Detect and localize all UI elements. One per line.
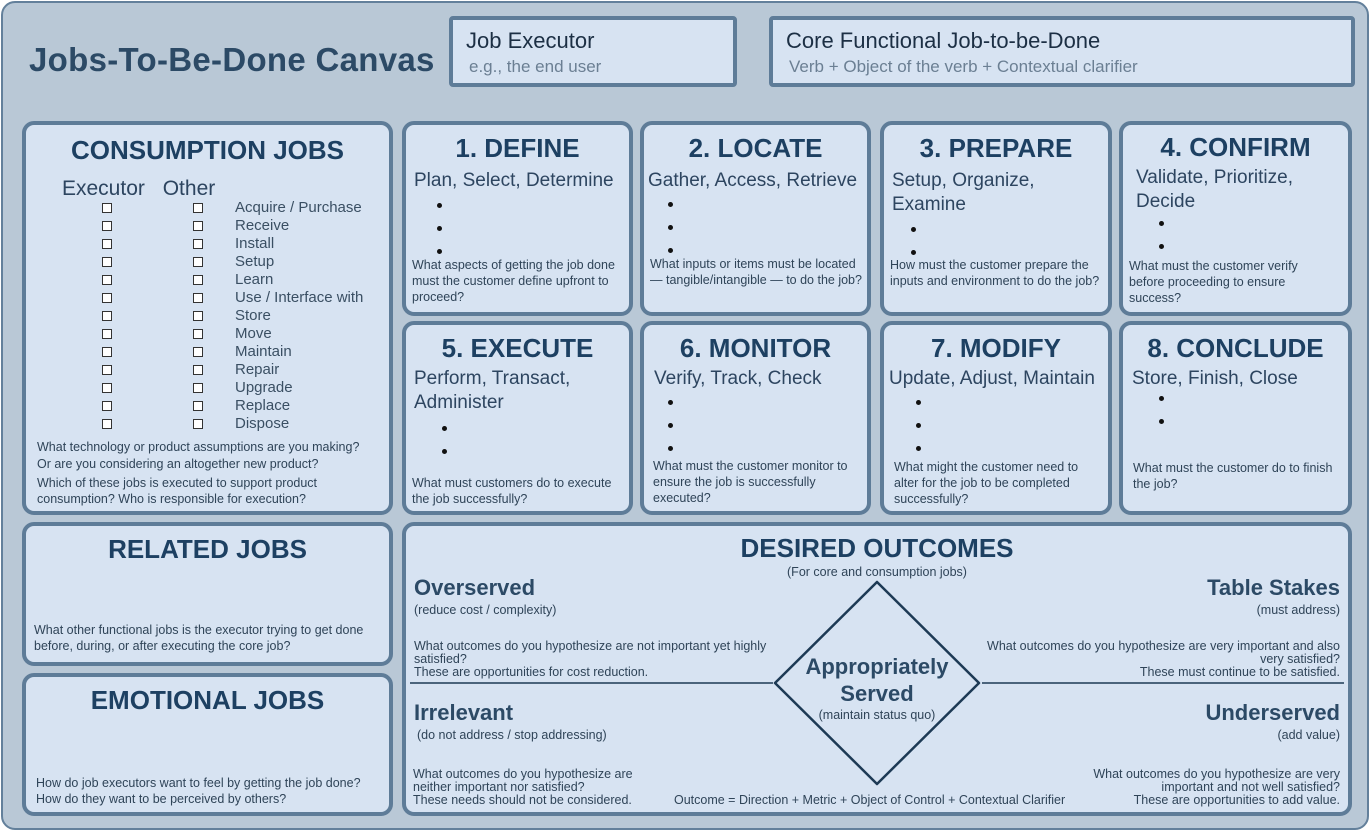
desired-outcomes-box <box>402 522 1352 816</box>
overserved-prompt-1: What outcomes do you hypothesize are not important yet highly <box>414 639 767 653</box>
bullet <box>916 416 1112 439</box>
executor-checkbox[interactable] <box>102 365 112 375</box>
emotional-jobs-prompt-1: How do job executors want to feel by getting the job done? <box>36 776 361 790</box>
phase-prompt: What aspects of getting the job done must the customer define upfront to proceed? <box>412 258 615 304</box>
phase-prompt: What must the customer do to finish the job? <box>1133 461 1333 491</box>
desired-outcomes-subheading: (For core and consumption jobs) <box>787 565 967 579</box>
consumption-job-label: Move <box>235 325 272 342</box>
phase-heading: 4. CONFIRM <box>1160 132 1311 162</box>
consumption-jobs-prompt-2: Or are you considering an altogether new product? <box>37 457 319 471</box>
underserved-prompt-3: These are opportunities to add value. <box>1133 793 1340 807</box>
table-stakes-sub: (must address) <box>1256 603 1340 617</box>
consumption-job-row <box>26 235 389 253</box>
page-title: Jobs-To-Be-Done Canvas <box>29 41 435 78</box>
phase-verbs: Validate, Prioritize, Decide <box>1136 167 1293 212</box>
center-line-2: Served <box>840 681 914 706</box>
other-checkbox[interactable] <box>193 383 203 393</box>
consumption-job-row <box>26 415 389 433</box>
table-stakes-title: Table Stakes <box>1207 575 1340 600</box>
related-jobs-prompt: What other functional jobs is the executor trying to get done before, during, or after executing the core job? <box>34 623 364 653</box>
related-jobs-heading: RELATED JOBS <box>108 534 307 564</box>
bullet <box>911 220 1112 243</box>
phase-execute[interactable] <box>402 321 633 515</box>
consumption-job-row <box>26 199 389 217</box>
center-sub: (maintain status quo) <box>818 708 936 722</box>
other-checkbox[interactable] <box>193 275 203 285</box>
executor-checkbox[interactable] <box>102 401 112 411</box>
executor-checkbox[interactable] <box>102 329 112 339</box>
phase-verbs: Verify, Track, Check <box>654 368 822 389</box>
bullet <box>437 196 633 219</box>
core-job-box[interactable] <box>769 16 1355 87</box>
consumption-job-label: Install <box>235 235 275 252</box>
phase-prompt: How must the customer prepare the inputs and environment to do the job? <box>890 258 1100 288</box>
overserved-prompt-2: satisfied? <box>414 652 467 666</box>
phase-heading: 2. LOCATE <box>688 133 823 163</box>
consumption-job-row <box>26 397 389 415</box>
phase-bullets <box>884 393 1108 462</box>
phase-bullets <box>1123 214 1348 260</box>
other-checkbox[interactable] <box>193 257 203 267</box>
consumption-job-label: Learn <box>235 271 274 288</box>
emotional-jobs-box[interactable] <box>22 673 393 816</box>
consumption-job-row <box>26 271 389 289</box>
executor-checkbox[interactable] <box>102 383 112 393</box>
executor-checkbox[interactable] <box>102 311 112 321</box>
executor-checkbox[interactable] <box>102 221 112 231</box>
bullet <box>916 393 1112 416</box>
consumption-job-row <box>26 379 389 397</box>
consumption-job-label: Maintain <box>235 343 292 360</box>
phase-bullets <box>644 393 867 462</box>
phase-prompt: What might the customer need to alter for the job to be completed successfully? <box>894 460 1079 506</box>
irrelevant-prompt-3: These needs should not be considered. <box>413 793 632 807</box>
underserved-prompt-2: important and not well satisfied? <box>1161 780 1340 794</box>
consumption-jobs-prompt-4: consumption? Who is responsible for execution? <box>37 492 306 506</box>
bullet <box>668 393 871 416</box>
consumption-job-row <box>26 253 389 271</box>
consumption-jobs-prompt-3: Which of these jobs is executed to support product <box>37 476 318 490</box>
phase-heading: 8. CONCLUDE <box>1147 333 1324 363</box>
phase-bullets <box>644 195 867 264</box>
other-checkbox[interactable] <box>193 365 203 375</box>
bullet <box>1159 214 1352 237</box>
irrelevant-prompt-2: neither important nor satisfied? <box>413 780 585 794</box>
phase-prompt: What must the customer monitor to ensure the job is successfully executed? <box>653 459 848 505</box>
desired-outcomes-heading: DESIRED OUTCOMES <box>740 533 1014 563</box>
irrelevant-title: Irrelevant <box>414 700 514 725</box>
appropriately-served-label <box>766 653 988 707</box>
bullet <box>437 219 633 242</box>
other-checkbox[interactable] <box>193 221 203 231</box>
phase-verbs: Store, Finish, Close <box>1132 368 1298 389</box>
phase-bullets <box>406 419 629 465</box>
consumption-job-row <box>26 217 389 235</box>
outcome-formula: Outcome = Direction + Metric + Object of Control + Contextual Clarifier <box>674 793 1066 807</box>
other-checkbox[interactable] <box>193 401 203 411</box>
consumption-job-label: Acquire / Purchase <box>235 199 362 216</box>
phase-verbs: Plan, Select, Determine <box>414 170 614 191</box>
bullet <box>668 218 871 241</box>
consumption-job-row <box>26 307 389 325</box>
bullet <box>668 416 871 439</box>
underserved-prompt-1: What outcomes do you hypothesize are very <box>1093 767 1340 781</box>
executor-checkbox[interactable] <box>102 239 112 249</box>
consumption-jobs-heading: CONSUMPTION JOBS <box>70 135 345 165</box>
core-job-title: Core Functional Job-to-be-Done <box>786 28 1101 53</box>
consumption-job-label: Receive <box>235 217 290 234</box>
phase-verbs: Gather, Access, Retrieve <box>648 170 858 191</box>
consumption-jobs-list <box>26 199 389 433</box>
bullet <box>1159 237 1352 260</box>
phase-prepare[interactable] <box>880 121 1112 316</box>
emotional-jobs-heading: EMOTIONAL JOBS <box>90 685 325 715</box>
irrelevant-sub: (do not address / stop addressing) <box>417 728 607 742</box>
bullet <box>1159 412 1352 435</box>
related-jobs-box[interactable] <box>22 522 393 666</box>
executor-checkbox[interactable] <box>102 419 112 429</box>
phase-locate[interactable] <box>640 121 871 316</box>
irrelevant-prompt-1: What outcomes do you hypothesize are <box>413 767 633 781</box>
phase-modify[interactable] <box>880 321 1112 515</box>
executor-checkbox[interactable] <box>102 293 112 303</box>
consumption-job-label: Store <box>235 307 271 324</box>
core-job-hint: Verb + Object of the verb + Contextual clarifier <box>789 57 1138 76</box>
table-stakes-prompt-3: These must continue to be satisfied. <box>1139 665 1340 679</box>
phase-heading: 6. MONITOR <box>679 333 832 363</box>
consumption-job-label: Dispose <box>235 415 290 432</box>
other-checkbox[interactable] <box>193 203 203 213</box>
consumption-job-row <box>26 361 389 379</box>
phase-prompt: What inputs or items must be located — tangible/intangible — to do the job? <box>650 257 862 287</box>
job-executor-hint: e.g., the end user <box>469 57 602 76</box>
job-executor-box[interactable] <box>449 16 737 87</box>
consumption-jobs-box <box>22 121 393 515</box>
table-stakes-prompt-2: very satisfied? <box>1260 652 1340 666</box>
consumption-job-row <box>26 325 389 343</box>
phase-heading: 5. EXECUTE <box>441 333 594 363</box>
phase-bullets <box>406 196 629 265</box>
consumption-jobs-prompt-1: What technology or product assumptions are you making? <box>37 440 360 454</box>
bullet <box>442 419 633 442</box>
consumption-job-label: Setup <box>235 253 275 270</box>
phase-prompt: What must the customer verify before proceeding to ensure success? <box>1129 259 1298 305</box>
bullet <box>668 195 871 218</box>
overserved-sub: (reduce cost / complexity) <box>414 603 557 617</box>
phase-verbs: Update, Adjust, Maintain <box>889 368 1095 389</box>
underserved-sub: (add value) <box>1277 728 1340 742</box>
executor-column-label: Executor <box>62 177 145 200</box>
phase-verbs: Perform, Transact, Administer <box>414 368 571 413</box>
phase-prompt: What must customers do to execute the job successfully? <box>412 476 612 506</box>
other-checkbox[interactable] <box>193 347 203 357</box>
phase-heading: 7. MODIFY <box>930 333 1061 363</box>
executor-checkbox[interactable] <box>102 203 112 213</box>
other-checkbox[interactable] <box>193 293 203 303</box>
job-executor-title: Job Executor <box>466 28 595 53</box>
phase-heading: 3. PREPARE <box>919 133 1073 163</box>
consumption-job-row <box>26 343 389 361</box>
phase-conclude[interactable] <box>1119 321 1352 515</box>
underserved-title: Underserved <box>1205 700 1340 725</box>
executor-checkbox[interactable] <box>102 275 112 285</box>
phase-monitor[interactable] <box>640 321 871 515</box>
executor-checkbox[interactable] <box>102 257 112 267</box>
consumption-job-label: Repair <box>235 361 280 378</box>
phase-heading: 1. DEFINE <box>455 133 580 163</box>
emotional-jobs-prompt-2: How do they want to be perceived by others? <box>36 792 287 806</box>
phase-define[interactable] <box>402 121 633 316</box>
phase-confirm[interactable] <box>1119 121 1352 316</box>
other-checkbox[interactable] <box>193 311 203 321</box>
other-checkbox[interactable] <box>193 329 203 339</box>
other-checkbox[interactable] <box>193 239 203 249</box>
phase-bullets <box>1123 389 1348 435</box>
bullet <box>1159 389 1352 412</box>
phase-verbs: Setup, Organize, Examine <box>892 170 1035 215</box>
overserved-prompt-3: These are opportunities for cost reduction. <box>414 665 649 679</box>
center-line-1: Appropriately <box>805 654 949 679</box>
consumption-job-row <box>26 289 389 307</box>
other-column-label: Other <box>162 177 216 200</box>
consumption-jobs-columns <box>62 177 227 201</box>
consumption-job-label: Upgrade <box>235 379 293 396</box>
bullet <box>442 442 633 465</box>
consumption-job-label: Replace <box>235 397 291 414</box>
executor-checkbox[interactable] <box>102 347 112 357</box>
overserved-title: Overserved <box>414 575 536 600</box>
table-stakes-prompt-1: What outcomes do you hypothesize are very important and also <box>987 639 1340 653</box>
jtbd-canvas <box>1 1 1369 830</box>
consumption-job-label: Use / Interface with <box>235 289 364 306</box>
other-checkbox[interactable] <box>193 419 203 429</box>
